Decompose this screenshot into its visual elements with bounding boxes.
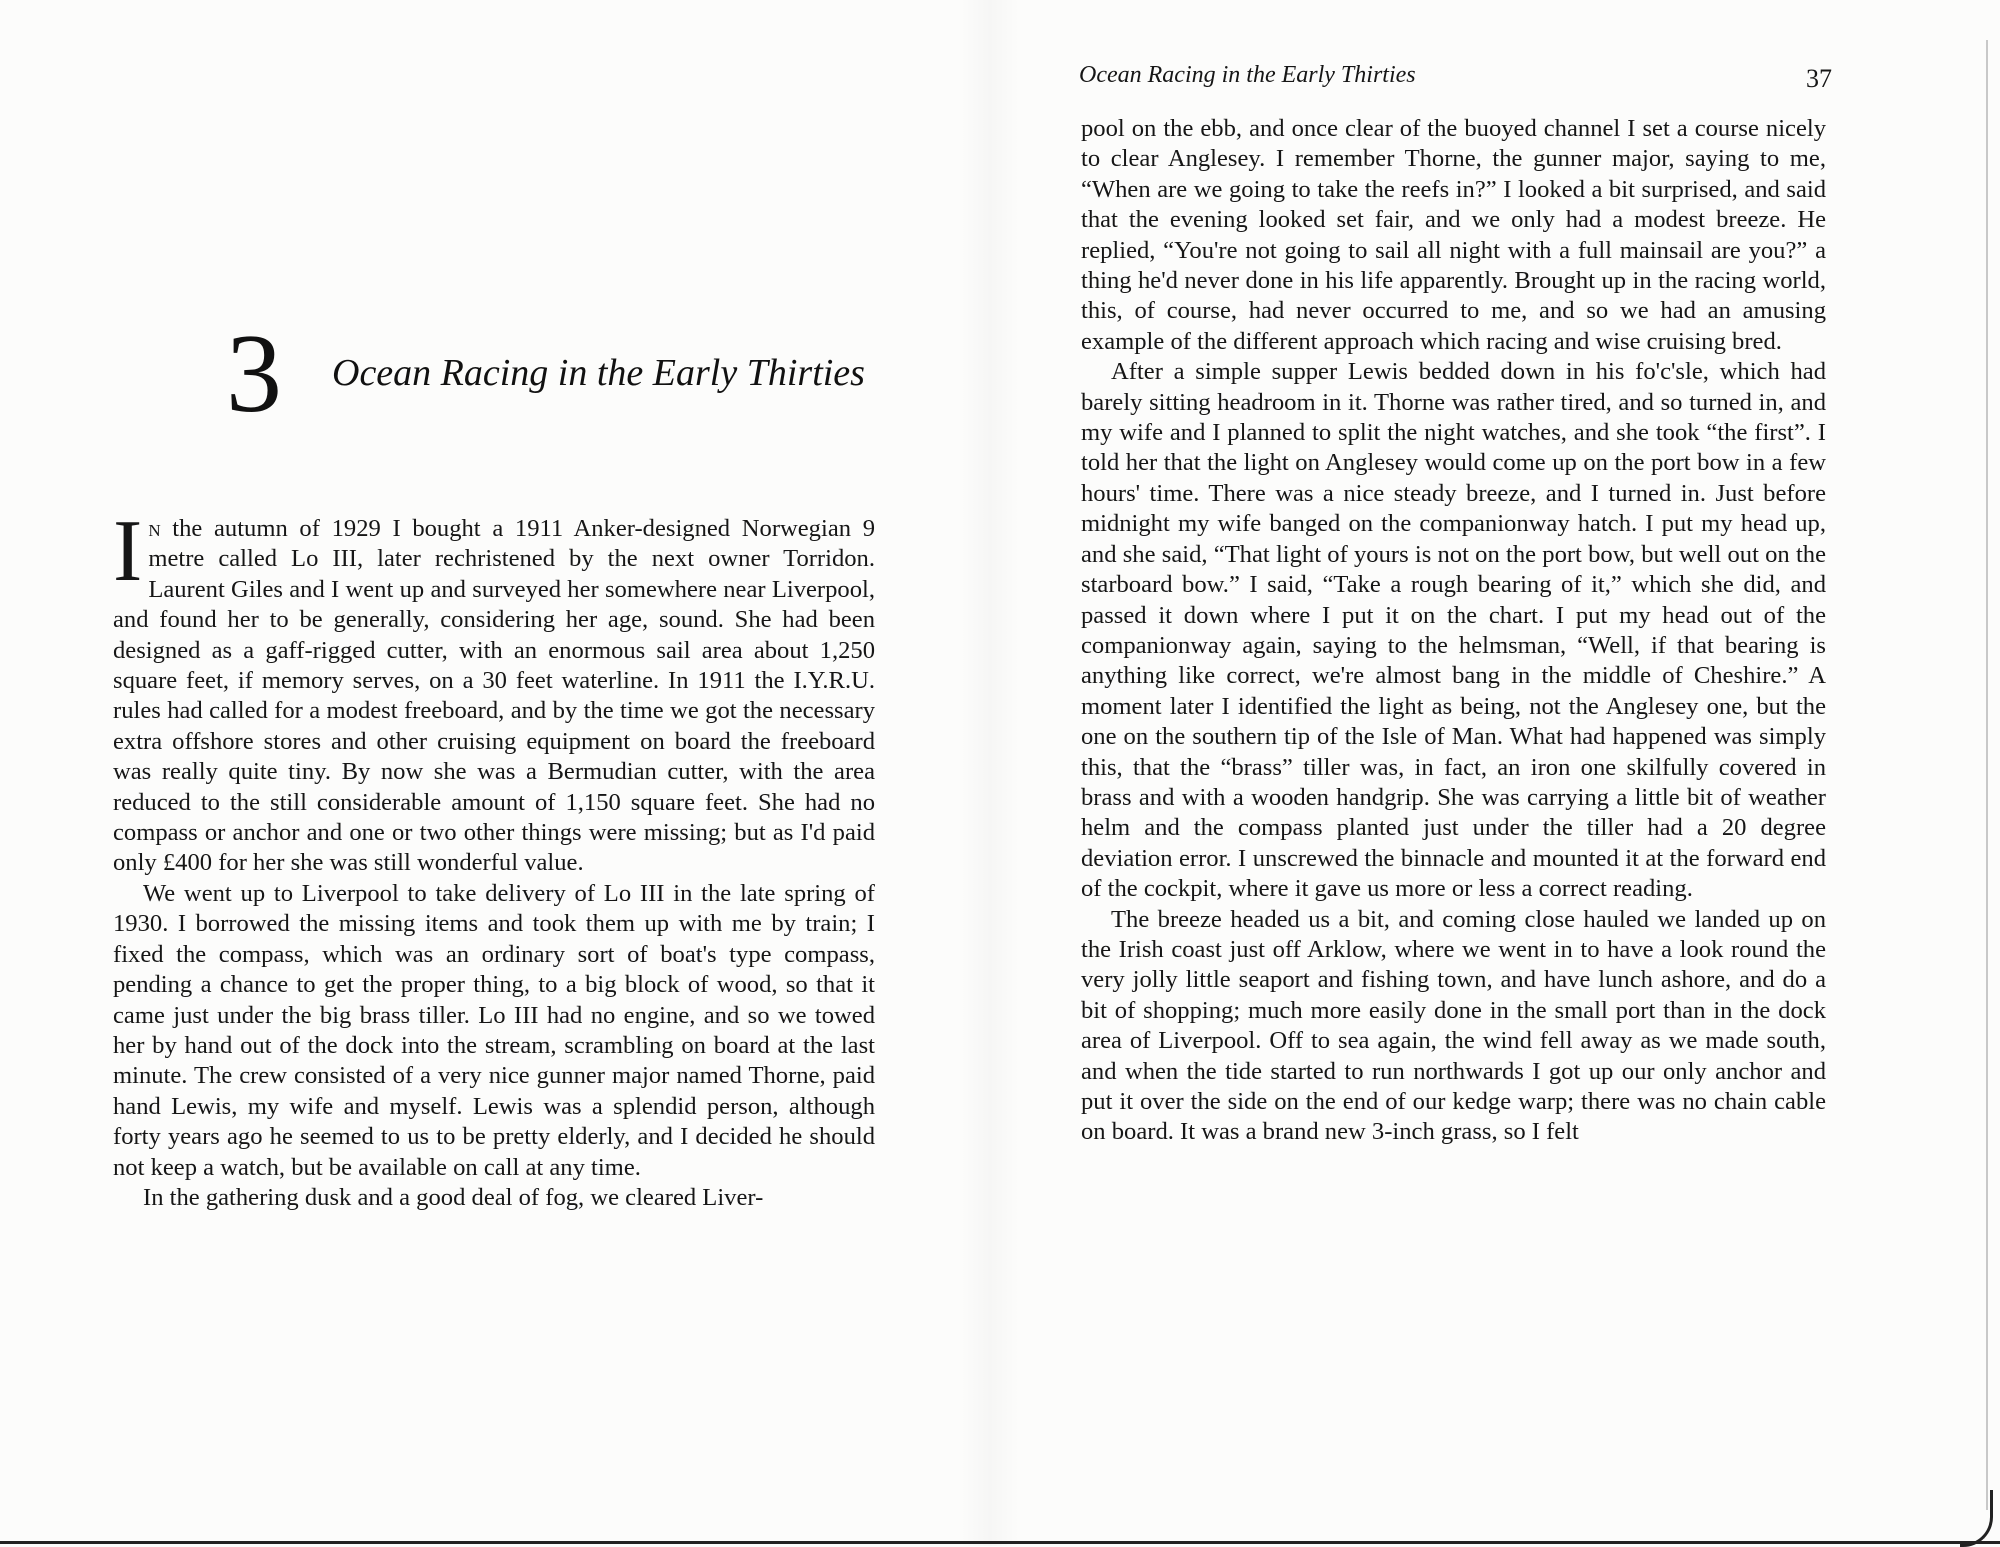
page-number: 37 — [1806, 64, 1832, 93]
opening-text: the autumn of 1929 I bought a 1911 Anker-designed Norwegian 9 metre called Lo III, later rechristened by the next owner Torridon. Laurent Giles and I went up and surveyed her somewhere near Liverpool, and found her to be generally, considering her age, sound. She had been designed as a gaff-rigged cutter, with an enormous sail area about 1,250 square feet, if memory serves, on a 30 feet waterline. In 1911 the I.Y.R.U. rules had called for a modest freeboard, and by the time we got the necessary extra offshore stores and other cruising equipment on board the freeboard was really quite tiny. By now she was a Bermudian cutter, with the area reduced to the still considerable amount of 1,150 square feet. She had no compass or anchor and one or two other things were missing; but as I'd paid only £400 for her she was still wonderful value. — [113, 515, 875, 877]
paragraph: After a simple supper Lewis bedded down in his fo'c'sle, which had barely sitting headroom in it. Thorne was rather tired, and so turned in, and my wife and I planned to split the night watches, and she took “the first”. I told her that the light on Anglesey would come up on the port bow in a few hours' time. There was a nice steady breeze, and I turned in. Just before midnight my wife banged on the companionway hatch. I put my head up, and she said, “That light of yours is not on the port bow, but well out on the starboard bow.” I said, “Take a rough bearing of it,” which she did, and passed it down where I put it on the chart. I put my head out of the companionway again, saying to the helmsman, “Well, if that bearing is anything like correct, we're almost bang in the middle of Cheshire.” A moment later I identified the light as being, not the Anglesey one, but the one on the southern tip of the Isle of Man. What had happened was simply this, that the “brass” tiller was, in fact, an iron one skilfully covered in brass and with a wooden handgrip. She was carrying a little bit of weather helm and the compass planted just under the tiller had a 20 degree deviation error. I unscrewed the binnacle and mounted it at the forward end of the cockpit, where it gave us more or less a correct reading. — [1081, 358, 1826, 903]
right-page — [990, 0, 2000, 1546]
bottom-page-edge — [0, 1541, 2000, 1544]
paragraph: In the gathering dusk and a good deal of fog, we cleared Liver- — [143, 1183, 764, 1211]
right-body-text — [1081, 114, 1826, 1148]
left-body-text — [113, 503, 875, 1213]
left-page — [0, 0, 990, 1546]
drop-cap: I — [113, 503, 143, 600]
paragraph: The breeze headed us a bit, and coming close hauled we landed up on the Irish coast just off Arklow, where we went in to have a look round the very jolly little seaport and fishing town, and have lunch ashore, and do a bit of shopping; much more easily done in the small port than in the dock area of Liverpool. Off to sea again, the wind fell away as we made south, and when the tide started to run northwards I got up our only anchor and put it over the side on the end of our kedge warp; there was no chain cable on board. It was a brand new 3-inch grass, so I felt — [1081, 905, 1826, 1146]
chapter-heading — [226, 312, 865, 436]
opening-smallcaps: n — [148, 515, 161, 542]
opening-paragraph — [113, 503, 875, 879]
running-head: Ocean Racing in the Early Thirties — [1079, 62, 1416, 88]
right-page-edge — [1986, 40, 1988, 1510]
paragraph: We went up to Liverpool to take delivery of Lo III in the late spring of 1930. I borrowed the missing items and took them up with me by train; I fixed the compass, which was an ordinary sort of boat's type compass, pending a chance to get the proper thing, to a big block of wood, so that it came just under the big brass tiller. Lo III had no engine, and so we towed her by hand out of the dock into the stream, scrambling on board at the last minute. The crew consisted of a very nice gunner major named Thorne, paid hand Lewis, my wife and myself. Lewis was a splendid person, although forty years ago he seemed to us to be pretty elderly, and I decided he should not keep a watch, but be available on call at any time. — [113, 879, 875, 1181]
paragraph: pool on the ebb, and once clear of the buoyed channel I set a course nicely to clear Anglesey. I remember Thorne, the gunner major, saying to me, “When are we going to take the reefs in?” I looked a bit surprised, and said that the evening looked set fair, and we only had a modest breeze. He replied, “You're not going to sail all night with a full mainsail are you?” a thing he'd never done in his life apparently. Brought up in the racing world, this, of course, had never occurred to me, and so we had an amusing example of the different approach which racing and wise cruising bred. — [1081, 115, 1826, 355]
chapter-title: Ocean Racing in the Early Thirties — [332, 352, 865, 394]
chapter-number: 3 — [226, 312, 282, 436]
